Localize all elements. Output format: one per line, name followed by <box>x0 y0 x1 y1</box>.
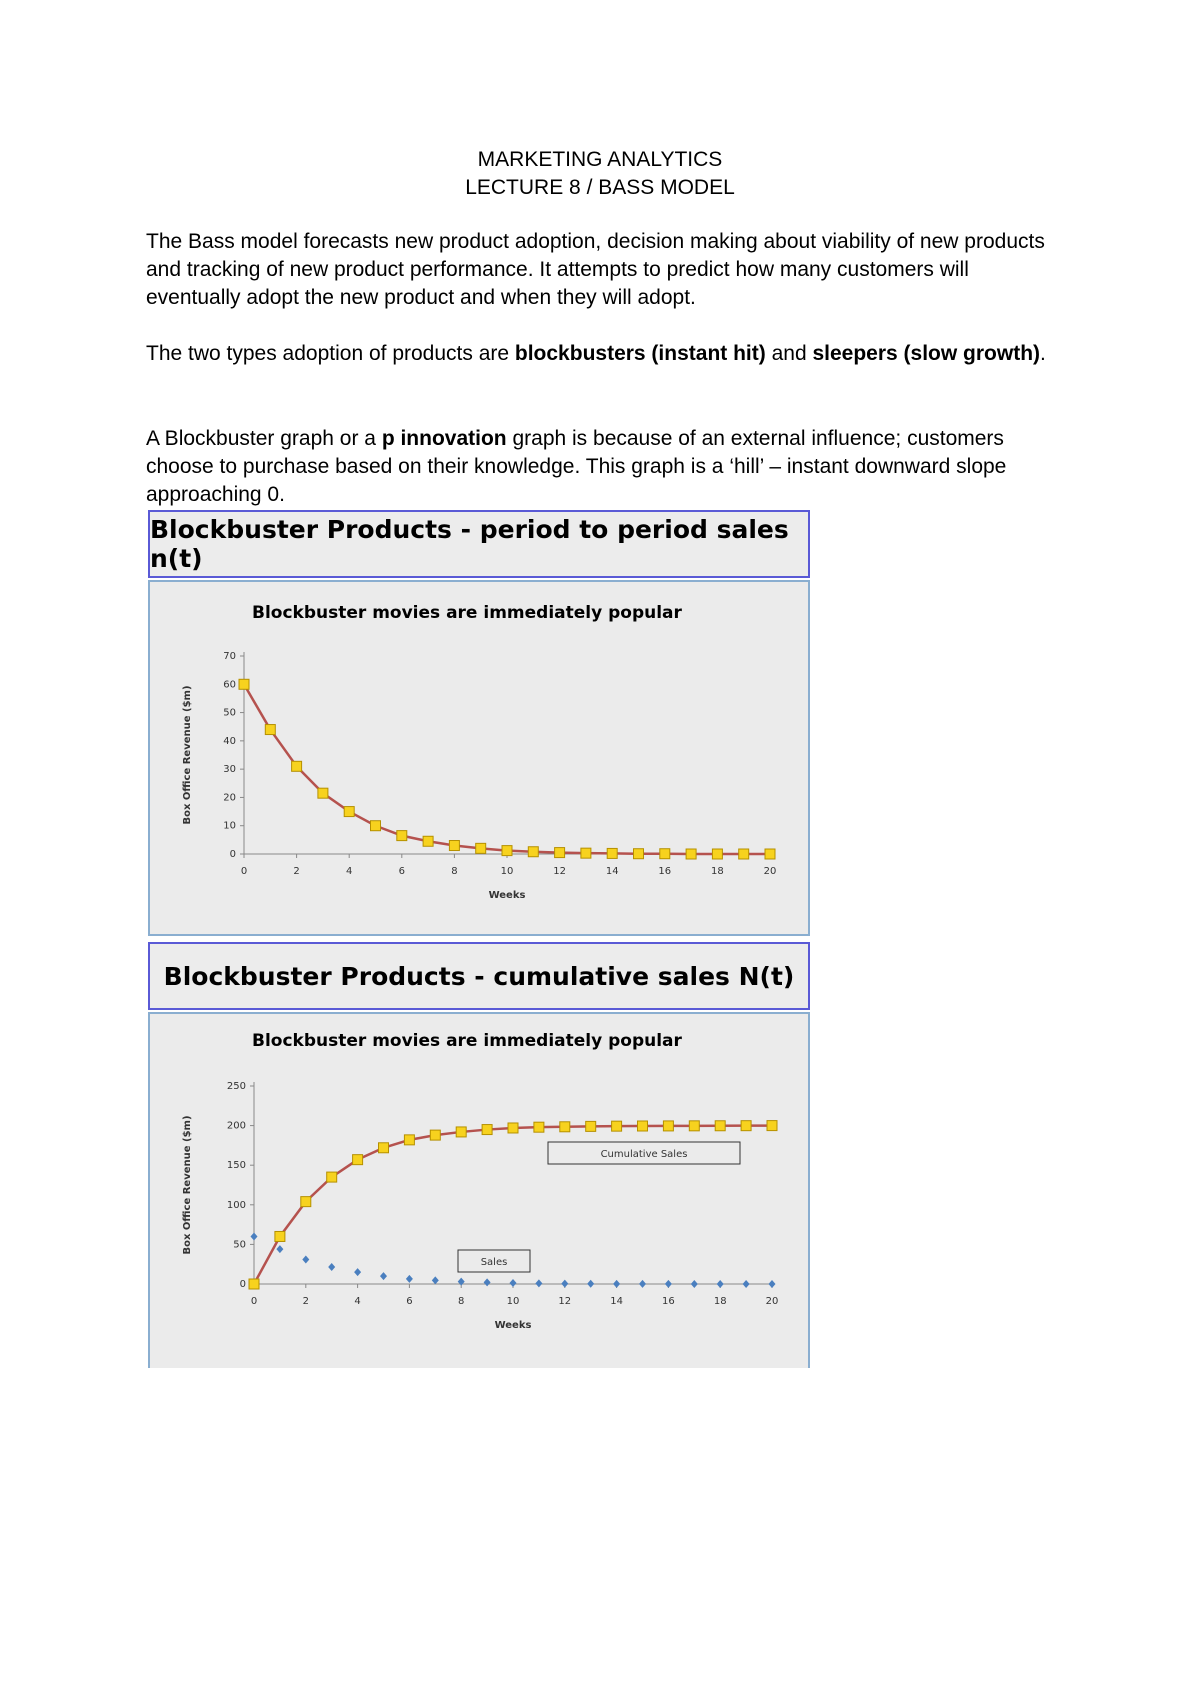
chart2-data-point <box>586 1121 596 1131</box>
p3-text-1: A Blockbuster graph or a <box>146 427 382 450</box>
chart2-sales-point <box>510 1279 517 1287</box>
chart2-x-label: Weeks <box>494 1320 532 1331</box>
chart1-data-point <box>686 849 696 859</box>
chart1-x-tick-label: 6 <box>398 866 405 877</box>
chart2-data-point <box>534 1122 544 1132</box>
chart1-data-point <box>344 807 354 817</box>
document-title <box>0 146 1200 202</box>
chart1-data-point <box>712 849 722 859</box>
chart2-data-point <box>379 1143 389 1153</box>
chart1-data-point <box>528 847 538 857</box>
p2-text-3: . <box>1040 342 1046 365</box>
chart2-data-point <box>508 1123 518 1133</box>
chart2-sales-point <box>276 1245 283 1253</box>
chart2-data-point <box>275 1231 285 1241</box>
chart2-sales-point <box>251 1232 258 1240</box>
chart1-data-point <box>739 849 749 859</box>
chart2-sales-point <box>717 1280 724 1288</box>
chart1-y-tick-label: 30 <box>223 764 236 776</box>
chart1-y-tick-label: 20 <box>223 792 236 804</box>
chart2-sales-point <box>613 1280 620 1288</box>
chart2-x-tick-label: 6 <box>406 1296 413 1307</box>
chart1-marks <box>223 651 776 877</box>
chart1-y-tick-label: 50 <box>223 707 236 719</box>
chart2-title: Blockbuster movies are immediately popular <box>252 1031 682 1051</box>
chart2-x-tick-label: 14 <box>610 1296 623 1307</box>
chart2-data-point <box>612 1121 622 1131</box>
chart2-data-point <box>430 1130 440 1140</box>
chart1-data-point <box>239 679 249 689</box>
chart2-marks <box>227 1081 778 1307</box>
chart1-x-tick-label: 18 <box>711 866 724 877</box>
chart2-sales-point <box>691 1280 698 1288</box>
chart2-y-tick-label: 100 <box>226 1199 246 1211</box>
chart1-data-point <box>318 788 328 798</box>
paragraph-intro: The Bass model forecasts new product adoption, decision making about viability of new products and tracking of new product performance. It attempts to predict how many customers will eventually adopt the new product and when they will adopt. <box>146 230 1045 309</box>
paragraph-adoption-types <box>146 340 1046 368</box>
chart2-y-tick-label: 50 <box>233 1239 246 1251</box>
chart1-data-point <box>265 725 275 735</box>
chart2-data-point <box>767 1121 777 1131</box>
chart2-sales-point <box>665 1280 672 1288</box>
header-period-sales: Blockbuster Products - period to period sales n(t) <box>148 510 810 578</box>
header-cumulative-sales: Blockbuster Products - cumulative sales N(t) <box>148 942 810 1010</box>
chart2-data-point <box>663 1121 673 1131</box>
chart2-sales-point <box>535 1279 542 1287</box>
title-line-1: MARKETING ANALYTICS <box>477 148 723 171</box>
chart2-x-tick-label: 0 <box>250 1296 258 1307</box>
chart1-x-tick-label: 10 <box>500 866 514 877</box>
chart2-y-label: Box Office Revenue ($m) <box>182 1115 193 1255</box>
chart2-sales-point <box>380 1272 387 1280</box>
p2-text-2: and <box>765 342 813 365</box>
chart2-x-tick-label: 20 <box>765 1296 779 1307</box>
chart2-data-point <box>249 1279 259 1289</box>
chart1-x-tick-label: 4 <box>346 866 353 877</box>
chart2-y-tick-label: 0 <box>239 1279 246 1290</box>
legend-cumulative-sales-label: Cumulative Sales <box>600 1149 688 1160</box>
chart1-data-point <box>765 849 775 859</box>
p2-bold-blockbusters: blockbusters (instant hit) <box>514 342 766 365</box>
chart1-data-point <box>581 848 591 858</box>
chart2-sales-point <box>432 1276 439 1284</box>
chart1-data-point <box>607 848 617 858</box>
chart1-x-tick-label: 12 <box>553 866 566 877</box>
chart1-data-point <box>423 836 433 846</box>
chart1-data-point <box>634 849 644 859</box>
chart2-data-point <box>689 1121 699 1131</box>
chart-cumulative-sales <box>148 1012 810 1368</box>
chart1-y-tick-label: 40 <box>223 735 236 747</box>
p2-text-1: The two types adoption of products are <box>146 342 515 365</box>
chart1-data-point <box>555 848 565 858</box>
p3-bold-p-innovation: p innovation <box>381 427 507 450</box>
chart2-sales-point <box>561 1280 568 1288</box>
chart1-data-point <box>449 841 459 851</box>
chart-cumulative-sales-svg <box>150 1014 808 1370</box>
chart1-data-point <box>476 843 486 853</box>
chart2-sales-point <box>302 1255 309 1263</box>
chart2-data-point <box>327 1172 337 1182</box>
chart2-data-point <box>301 1197 311 1207</box>
chart2-x-tick-label: 16 <box>662 1296 675 1307</box>
chart1-y-tick-label: 0 <box>229 849 236 860</box>
chart2-x-tick-label: 10 <box>506 1296 520 1307</box>
chart1-y-label: Box Office Revenue ($m) <box>182 685 193 825</box>
chart2-x-tick-label: 8 <box>458 1296 465 1307</box>
title-line-2: LECTURE 8 / BASS MODEL <box>465 176 735 199</box>
chart1-x-tick-label: 14 <box>605 866 619 877</box>
p2-bold-sleepers: sleepers (slow growth) <box>812 342 1041 365</box>
chart2-data-point <box>404 1135 414 1145</box>
chart2-x-tick-label: 2 <box>302 1296 309 1307</box>
chart1-y-tick-label: 10 <box>223 820 236 832</box>
chart1-data-point <box>397 831 407 841</box>
chart2-series-line <box>254 1126 772 1284</box>
chart-period-sales-svg <box>150 582 808 934</box>
chart2-data-point <box>482 1125 492 1135</box>
chart2-sales-point <box>354 1268 361 1276</box>
chart1-x-label: Weeks <box>488 890 526 901</box>
chart2-x-tick-label: 4 <box>354 1296 361 1307</box>
chart1-y-tick-label: 60 <box>223 679 236 691</box>
chart1-y-tick-label: 70 <box>223 651 236 662</box>
p3-text-2: graph is because of an external influence; customers choose to purchase based on their knowledge. This graph is a ‘hill’ – instant downward slope approaching 0. <box>146 427 1007 506</box>
chart2-data-point <box>715 1121 725 1131</box>
chart2-data-point <box>456 1127 466 1137</box>
chart1-data-point <box>292 761 302 771</box>
chart1-x-tick-label: 16 <box>658 866 672 877</box>
chart-period-sales <box>148 580 810 936</box>
chart1-x-tick-label: 20 <box>763 866 777 877</box>
chart1-data-point <box>371 821 381 831</box>
chart2-x-tick-label: 18 <box>713 1296 727 1307</box>
chart2-sales-point <box>587 1280 594 1288</box>
chart2-sales-point <box>743 1280 750 1288</box>
chart1-series-line <box>244 684 770 854</box>
chart1-x-tick-label: 2 <box>293 866 300 877</box>
paragraph-blockbuster-graph <box>146 425 1046 509</box>
chart2-data-point <box>560 1122 570 1132</box>
chart2-data-point <box>741 1121 751 1131</box>
chart2-y-tick-label: 150 <box>226 1160 246 1172</box>
chart1-title: Blockbuster movies are immediately popular <box>252 603 682 623</box>
chart2-sales-point <box>769 1280 776 1288</box>
chart2-data-point <box>353 1155 363 1165</box>
chart1-x-tick-label: 0 <box>240 866 248 877</box>
chart2-sales-point <box>484 1278 491 1286</box>
chart1-data-point <box>502 846 512 856</box>
chart1-data-point <box>660 849 670 859</box>
legend-sales-label: Sales <box>480 1257 508 1268</box>
chart2-sales-point <box>328 1263 335 1271</box>
chart2-x-tick-label: 12 <box>558 1296 572 1307</box>
chart2-sales-point <box>406 1275 413 1283</box>
chart2-data-point <box>638 1121 648 1131</box>
chart1-x-tick-label: 8 <box>451 866 458 877</box>
chart2-y-tick-label: 250 <box>226 1081 246 1092</box>
chart2-y-tick-label: 200 <box>226 1120 246 1132</box>
chart2-sales-point <box>639 1280 646 1288</box>
